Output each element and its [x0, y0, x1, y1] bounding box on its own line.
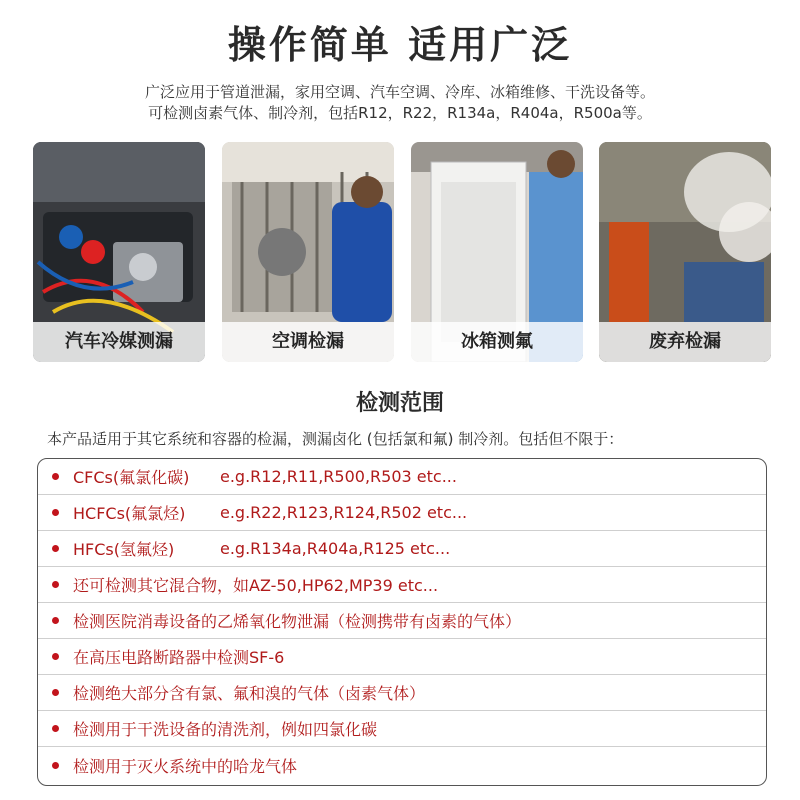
- photo-caption: 汽车冷媒测漏: [33, 322, 205, 362]
- subtitle-line-1: 广泛应用于管道泄漏，家用空调、汽车空调、冷库、冰箱维修、干洗设备等。: [144, 83, 655, 101]
- list-item: [38, 711, 766, 747]
- list-item: [38, 639, 766, 675]
- refrigerant-examples: e.g.R22,R123,R124,R502 etc...: [220, 503, 468, 522]
- bullet-icon: [52, 689, 59, 696]
- list-item-text: 还可检测其它混合物，如AZ-50,HP62,MP39 etc...: [73, 576, 439, 595]
- photo-caption: 废弃检漏: [599, 322, 771, 362]
- photo-waste-leak: [599, 142, 771, 362]
- bullet-icon: [52, 509, 59, 516]
- bullet-icon: [52, 581, 59, 588]
- list-item-text: 检测医院消毒设备的乙烯氧化物泄漏（检测携带有卤素的气体）: [73, 612, 522, 631]
- refrigerant-examples: e.g.R134a,R404a,R125 etc...: [220, 539, 451, 558]
- photo-caption: 冰箱测氟: [411, 322, 583, 362]
- scope-list: [37, 458, 767, 786]
- list-item-text: 检测用于干洗设备的清洗剂，例如四氯化碳: [73, 720, 378, 739]
- subtitle: [0, 82, 800, 124]
- bullet-icon: [52, 653, 59, 660]
- photo-ac-leak: [222, 142, 394, 362]
- list-item: [38, 459, 766, 495]
- refrigerant-name: HCFCs(氟氯烃): [73, 504, 186, 523]
- list-item: [38, 603, 766, 639]
- photo-car-refrigerant: [33, 142, 205, 362]
- photo-caption: 空调检漏: [222, 322, 394, 362]
- bullet-icon: [52, 725, 59, 732]
- scope-title: 检测范围: [355, 391, 444, 416]
- refrigerant-examples: e.g.R12,R11,R500,R503 etc...: [220, 467, 457, 486]
- scope-description: 本产品适用于其它系统和容器的检漏，测漏卤化 (包括氯和氟) 制冷剂。包括但不限于：: [47, 430, 624, 448]
- application-photos: [33, 142, 771, 362]
- list-item-text: 在高压电路断路器中检测SF-6: [73, 648, 285, 667]
- bullet-icon: [52, 617, 59, 624]
- list-item: [38, 531, 766, 567]
- list-item: [38, 495, 766, 531]
- bullet-icon: [52, 762, 59, 769]
- header: [0, 0, 800, 124]
- subtitle-line-2: 可检测卤素气体、制冷剂，包括R12，R22，R134a，R404a，R500a等。: [148, 104, 652, 122]
- refrigerant-name: CFCs(氟氯化碳): [73, 468, 190, 487]
- bullet-icon: [52, 473, 59, 480]
- list-item-text: 检测绝大部分含有氯、氟和溴的气体（卤素气体）: [73, 684, 426, 703]
- list-item: [38, 747, 766, 783]
- list-item-text: 检测用于灭火系统中的哈龙气体: [73, 756, 298, 776]
- refrigerant-name: HFCs(氢氟烃): [73, 540, 175, 559]
- photo-fridge-fluorine: [411, 142, 583, 362]
- page-title: 操作简单 适用广泛: [227, 23, 573, 67]
- list-item: [38, 675, 766, 711]
- list-item: [38, 567, 766, 603]
- bullet-icon: [52, 545, 59, 552]
